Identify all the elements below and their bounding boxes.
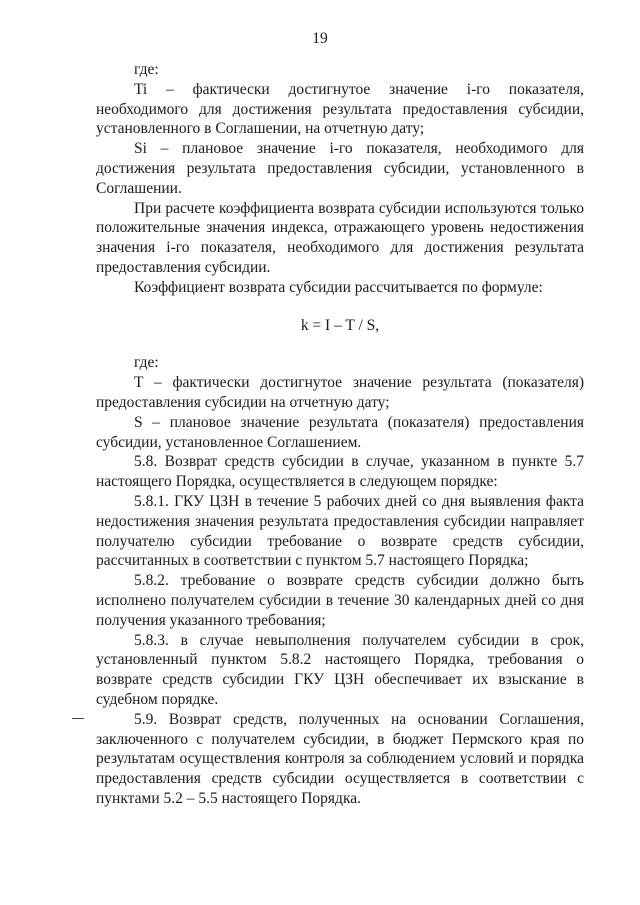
clause-5-8: 5.8. Возврат средств субсидии в случае, указанном в пункте 5.7 настоящего Порядка, осуществляется в следующем порядке: (96, 453, 584, 491)
page-number: 19 (312, 30, 328, 47)
ti-definition: Ti – фактически достигнутое значение i-го показателя, необходимого для достижения результата предоставления субсидии, установленного в Соглашении, на отчетную дату; (96, 80, 584, 138)
si-definition: Si – плановое значение i-го показателя, необходимого для достижения результата предоставления субсидии, установленного в Соглашении. (96, 140, 584, 197)
formula: k = I – T / S, (300, 316, 380, 334)
s-definition: S – плановое значение результата (показателя) предоставления субсидии, установленное Соглашением. (96, 413, 584, 451)
positive-values-paragraph: При расчете коэффициента возврата субсидии используются только положительные значения индекса, отражающего уровень недостижения значения i-го показателя, необходимого для достижения результата предоставления субсидии. (96, 199, 584, 276)
clause-5-8-3: 5.8.3. в случае невыполнения получателем субсидии в срок, установленный пунктом 5.8.2 настоящего Порядка, требования о возврате средств субсидии ГКУ ЦЗН обеспечивает их взыскание в судебном порядке. (96, 631, 584, 708)
clause-5-8-2: 5.8.2. требование о возврате средств субсидии должно быть исполнено получателем субсидии в течение 30 календарных дней со дня получения указанного требования; (96, 572, 584, 629)
document-body (96, 60, 584, 809)
coefficient-intro: Коэффициент возврата субсидии рассчитывается по формуле: (134, 278, 543, 296)
margin-mark (72, 718, 84, 719)
clause-5-8-1: 5.8.1. ГКУ ЦЗН в течение 5 рабочих дней со дня выявления факта недостижения значения результата предоставления субсидии направляет получателю субсидии требование о возврате средств субсидии, рассчитанных в соответствии с пунктом 5.7 настоящего Порядка; (96, 492, 584, 570)
t-definition: T – фактически достигнутое значение результата (показателя) предоставления субсидии на отчетную дату; (96, 374, 584, 411)
where-label: где: (134, 61, 159, 78)
where-label-2: где: (134, 354, 159, 372)
clause-5-9: 5.9. Возврат средств, полученных на основании Соглашения, заключенного с получателем субсидии, в бюджет Пермского края по результатам осуществления контроля за соблюдением условий и порядка предоставления средств субсидии осуществляется в соответствии с пунктами 5.2 – 5.5 настоящего Порядка. (96, 710, 584, 807)
